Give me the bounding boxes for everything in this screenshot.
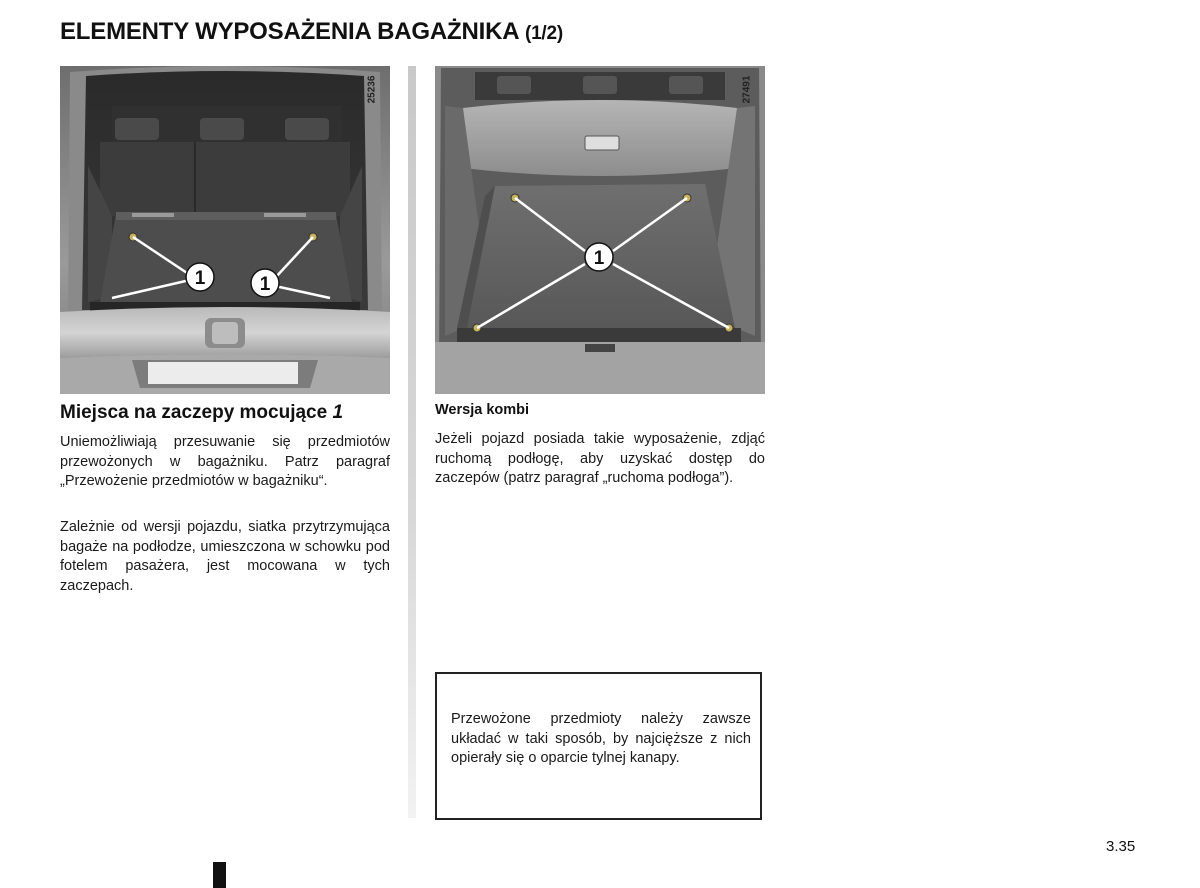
- anchor-points-heading: [60, 402, 390, 424]
- column-divider: [408, 66, 416, 818]
- anchor-points-paragraph-1: Uniemożliwiają przesuwanie się przedmiotów przewożonych w bagażniku. Patrz paragraf „Przewożenie przedmiotów w bagażniku“.: [60, 434, 390, 489]
- anchor-points-heading-text: Miejsca na zaczepy mocujące: [60, 402, 328, 423]
- warning-note-text: Przewożone przedmioty należy zawsze układać w taki sposób, by najcięższe z nich opierały się o oparcie tylnej kanapy.: [451, 711, 751, 766]
- page-title-suffix: (1/2): [524, 23, 564, 44]
- callout-marker-left-1: [186, 263, 214, 291]
- callout-label: 1: [593, 248, 605, 269]
- callout-label: 1: [259, 274, 271, 295]
- estate-version-heading: Wersja kombi: [435, 402, 530, 418]
- anchor-points-paragraph-2: Zależnie od wersji pojazdu, siatka przytrzymująca bagaże na podłodze, umieszczona w schowku pod fotelem pasażera, jest mocowana w tych zaczepach.: [60, 519, 390, 594]
- photo-code-right: 27491: [741, 75, 753, 104]
- callout-label: 1: [194, 268, 206, 289]
- callout-marker-left-2: [251, 269, 279, 297]
- page-number: 3.35: [1106, 838, 1136, 855]
- page-edge-marker: [213, 862, 226, 888]
- callout-marker-right-1: [585, 243, 613, 271]
- page-title: [60, 18, 563, 46]
- warning-note-box: [435, 672, 762, 820]
- hatchback-callouts: [60, 66, 390, 394]
- estate-version-paragraph: Jeżeli pojazd posiada takie wyposażenie, zdjąć ruchomą podłogę, aby uzyskać dostęp do zaczepów (patrz paragraf „ruchoma podłoga”).: [435, 431, 765, 486]
- estate-callouts: [435, 66, 765, 394]
- estate-trunk-photo: [435, 66, 765, 394]
- anchor-points-heading-number: 1: [332, 402, 344, 423]
- page-title-text: ELEMENTY WYPOSAŻENIA BAGAŻNIKA: [60, 18, 519, 45]
- photo-code-left: 25236: [366, 75, 378, 104]
- hatchback-trunk-photo: [60, 66, 390, 394]
